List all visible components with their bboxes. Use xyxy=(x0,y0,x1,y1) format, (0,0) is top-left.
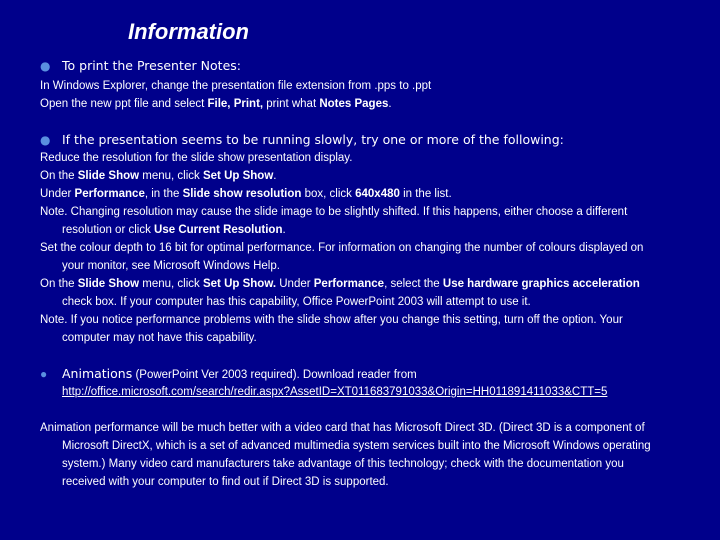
text: print what xyxy=(263,98,320,110)
slow-tip-line: check box. If your computer has this capability, Office PowerPoint 2003 will attempt to use it. xyxy=(62,296,531,308)
bold-text: Use Current Resolution xyxy=(154,224,283,236)
bullet-text: Animations xyxy=(62,366,133,381)
slow-tip-line xyxy=(40,167,276,185)
bullet-dot-icon: ● xyxy=(40,133,51,147)
text: On the xyxy=(40,170,78,182)
bold-text: Set Up Show xyxy=(202,170,274,182)
bullet-dot-icon: ● xyxy=(40,59,51,73)
bold-text: Slide Show xyxy=(77,278,140,290)
bold-text: Set Up Show. xyxy=(202,278,277,290)
text: . xyxy=(273,170,277,182)
print-notes-step-2 xyxy=(40,95,392,113)
direct3d-note-line: system.) Many video card manufacturers take advantage of this technology; check with the documentation you xyxy=(62,458,624,470)
slow-tip-line: Set the colour depth to 16 bit for optimal performance. For information on changing the number of colours displayed on xyxy=(40,242,644,254)
bullet-text: If the presentation seems to be running slowly, try one or more of the following: xyxy=(62,132,564,147)
text: , in the xyxy=(144,188,183,200)
slow-tip-line: Note. Changing resolution may cause the slide image to be slightly shifted. If this happens, either choose a different xyxy=(40,206,628,218)
direct3d-note-line: Animation performance will be much better with a video card that has Microsoft Direct 3D. (Direct 3D is a component of xyxy=(40,422,645,434)
text: Open the new ppt file and select xyxy=(40,98,208,110)
bold-text: Slide show resolution xyxy=(182,188,302,200)
slow-tip-line: Note. If you notice performance problems with the slide show after you change this setting, turn off the option. Your xyxy=(40,314,623,326)
bold-text: Performance xyxy=(313,278,385,290)
text: Under xyxy=(40,188,75,200)
download-reader-link[interactable]: http://office.microsoft.com/search/redir.aspx?AssetID=XT011683791033&Origin=HH011891411033&CTT=5 xyxy=(62,386,608,398)
slow-tip-line xyxy=(62,221,286,239)
bold-text: Notes Pages xyxy=(319,98,389,110)
bold-text: Slide Show xyxy=(77,170,140,182)
slow-tip-line: Reduce the resolution for the slide show presentation display. xyxy=(40,152,353,164)
text: menu, click xyxy=(139,170,203,182)
text: . xyxy=(388,98,392,110)
bold-text: 640x480 xyxy=(355,188,400,200)
text: Under xyxy=(276,278,314,290)
text: resolution or click xyxy=(62,224,155,236)
text: , select the xyxy=(384,278,443,290)
bold-text: Performance xyxy=(74,188,145,200)
text: menu, click xyxy=(139,278,203,290)
text: box, click xyxy=(301,188,356,200)
bullet-text: To print the Presenter Notes: xyxy=(62,58,241,73)
text: in the list. xyxy=(399,188,452,200)
slow-tip-line: your monitor, see Microsoft Windows Help. xyxy=(62,260,280,272)
print-notes-step-1: In Windows Explorer, change the presentation file extension from .pps to .ppt xyxy=(40,80,432,92)
bold-text: File, Print, xyxy=(207,98,264,110)
page-title: Information xyxy=(128,19,249,44)
text: . xyxy=(282,224,286,236)
bold-text: Use hardware graphics acceleration xyxy=(442,278,640,290)
slow-tip-line xyxy=(40,275,640,293)
bullet-animations xyxy=(40,365,417,384)
slow-tip-line xyxy=(40,185,452,203)
text: On the xyxy=(40,278,78,290)
direct3d-note-line: received with your computer to find out if Direct 3D is supported. xyxy=(62,476,389,488)
bullet-dot-icon: ● xyxy=(40,367,48,381)
direct3d-note-line: Microsoft DirectX, which is a set of advanced multimedia system services built into the Microsoft Windows operating xyxy=(62,440,651,452)
bullet-text: (PowerPoint Ver 2003 required). Download reader from xyxy=(132,369,417,381)
slow-tip-line: computer may not have this capability. xyxy=(62,332,257,344)
download-link-line xyxy=(62,383,607,401)
bullet-print-notes xyxy=(40,57,241,75)
bullet-running-slowly xyxy=(40,131,564,149)
